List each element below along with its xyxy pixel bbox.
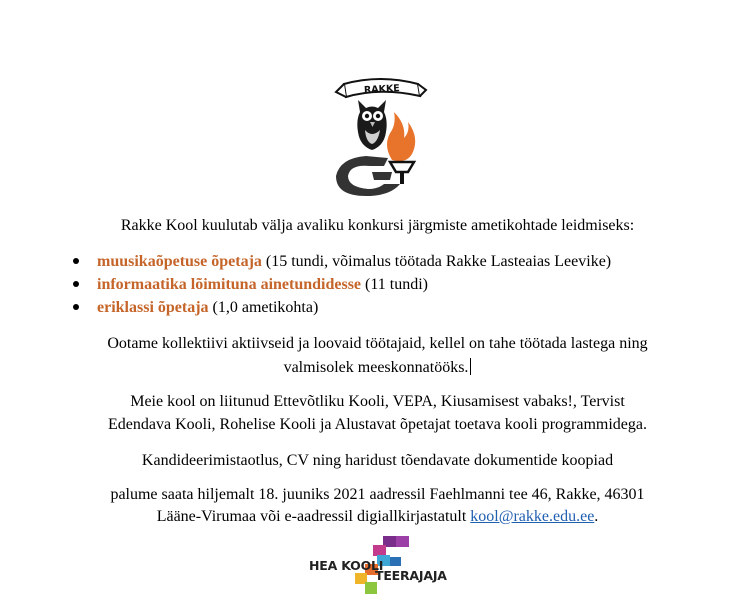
paragraph-4-line-2 xyxy=(0,506,755,528)
paragraph-4-suffix: . xyxy=(594,508,599,525)
positions-list xyxy=(70,250,611,319)
owl-icon xyxy=(357,100,386,150)
logo-line-2: TEERAJAJA xyxy=(375,568,447,583)
list-item xyxy=(70,250,611,273)
bullet-icon xyxy=(73,281,79,287)
position-detail: (11 tundi) xyxy=(361,276,428,293)
email-link[interactable]: kool@rakke.edu.ee xyxy=(470,508,595,525)
paragraph-1-line-2-text: valmisolek meeskonnatööks. xyxy=(283,359,469,376)
position-title: muusikaõpetuse õpetaja xyxy=(97,253,262,270)
paragraph-1-line-1: Ootame kollektiivi aktiivseid ja loovaid töötajaid, kellel on tahe töötada lastega ning xyxy=(107,335,648,352)
bullet-icon xyxy=(73,304,79,310)
logo-line-1: HEA KOOLI xyxy=(309,558,384,573)
paragraph-2-line-1: Meie kool on liitunud Ettevõtliku Kooli, VEPA, Kiusamisest vabaks!, Tervist xyxy=(130,393,625,410)
position-detail: (1,0 ametikohta) xyxy=(208,299,319,316)
flame-icon xyxy=(387,112,415,161)
paragraph-3: Kandideerimistaotlus, CV ning haridust tõendavate dokumentide koopiad xyxy=(141,452,614,469)
paragraph-1-line-2 xyxy=(0,357,755,379)
list-item xyxy=(70,296,611,319)
intro-text: Rakke Kool kuulutab välja avaliku konkursi järgmiste ametikohtade leidmiseks: xyxy=(120,217,635,234)
paragraph-4-prefix: Lääne-Virumaa või e-aadressil digiallkirjastatult xyxy=(156,508,471,525)
position-title: eriklassi õpetaja xyxy=(97,299,209,316)
position-title: informaatika lõimituna ainetundidesse xyxy=(97,276,362,293)
paragraph-4-line-1: palume saata hiljemalt 18. juuniks 2021 aadressil Faehlmanni tee 46, Rakke, 46301 xyxy=(110,486,645,503)
position-detail: (15 tundi, võimalus töötada Rakke Lasteaias Leevike) xyxy=(261,253,612,270)
rakke-school-logo xyxy=(330,72,430,198)
text-cursor xyxy=(470,358,471,375)
banner-text: RAKKE xyxy=(363,83,401,96)
hea-kooli-teerajaja-logo xyxy=(305,535,455,597)
bullet-icon xyxy=(73,258,79,264)
paragraph-2-line-2: Edendava Kooli, Rohelise Kooli ja Alustavat õpetajat toetava kooli programmidega. xyxy=(108,416,647,433)
list-item xyxy=(70,273,611,296)
